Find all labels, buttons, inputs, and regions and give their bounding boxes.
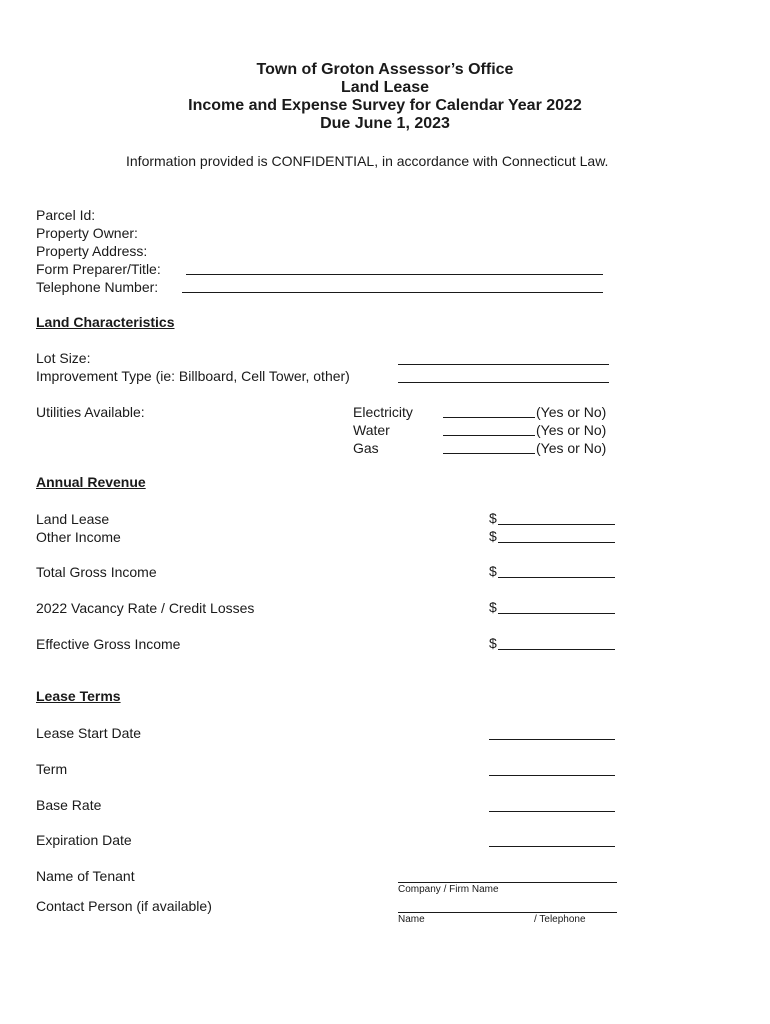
annual-revenue-heading: Annual Revenue	[36, 474, 146, 490]
confidential-notice: Information provided is CONFIDENTIAL, in accordance with Connecticut Law.	[126, 153, 609, 169]
lease-start-date-label: Lease Start Date	[36, 725, 142, 741]
total-gross-income-label: Total Gross Income	[36, 564, 157, 580]
utility-electricity-suffix: (Yes or No)	[536, 404, 607, 420]
effective-gross-currency: $	[489, 635, 497, 651]
lease-start-date-field[interactable]	[489, 739, 615, 740]
utility-gas-label: Gas	[353, 440, 379, 456]
base-rate-label: Base Rate	[36, 797, 102, 813]
contact-person-label: Contact Person (if available)	[36, 898, 212, 914]
lot-size-label: Lot Size:	[36, 350, 91, 366]
parcel-id-label: Parcel Id:	[36, 207, 96, 223]
utility-gas-field[interactable]	[443, 453, 535, 454]
improvement-type-field[interactable]	[398, 382, 609, 383]
contact-name-caption: Name	[398, 914, 425, 925]
total-gross-income-field[interactable]	[498, 577, 615, 578]
telephone-field[interactable]	[182, 292, 603, 293]
lease-terms-heading: Lease Terms	[36, 688, 121, 704]
utility-electricity-field[interactable]	[443, 417, 535, 418]
land-lease-label: Land Lease	[36, 511, 110, 527]
total-gross-currency: $	[489, 563, 497, 579]
other-income-currency: $	[489, 528, 497, 544]
contact-person-field[interactable]	[398, 912, 617, 913]
lot-size-field[interactable]	[398, 364, 609, 365]
tenant-name-label: Name of Tenant	[36, 868, 135, 884]
utility-gas-suffix: (Yes or No)	[536, 440, 607, 456]
utility-electricity-label: Electricity	[353, 404, 413, 420]
expiration-date-label: Expiration Date	[36, 832, 132, 848]
form-title-due-date: Due June 1, 2023	[320, 115, 450, 132]
form-preparer-label: Form Preparer/Title:	[36, 261, 161, 277]
form-preparer-field[interactable]	[186, 274, 603, 275]
vacancy-rate-label: 2022 Vacancy Rate / Credit Losses	[36, 600, 255, 616]
tenant-name-field[interactable]	[398, 882, 617, 883]
form-title-survey: Income and Expense Survey for Calendar Year 2022	[188, 97, 582, 114]
land-lease-field[interactable]	[498, 524, 615, 525]
base-rate-field[interactable]	[489, 811, 615, 812]
vacancy-rate-currency: $	[489, 599, 497, 615]
vacancy-rate-field[interactable]	[498, 613, 615, 614]
contact-telephone-caption: / Telephone	[534, 914, 586, 925]
telephone-label: Telephone Number:	[36, 279, 159, 295]
property-address-label: Property Address:	[36, 243, 148, 259]
tenant-caption: Company / Firm Name	[398, 884, 499, 895]
term-field[interactable]	[489, 775, 615, 776]
form-title-land-lease: Land Lease	[340, 79, 430, 96]
term-label: Term	[36, 761, 68, 777]
expiration-date-field[interactable]	[489, 846, 615, 847]
utility-water-field[interactable]	[443, 435, 535, 436]
improvement-type-label: Improvement Type (ie: Billboard, Cell Tower, other)	[36, 368, 350, 384]
effective-gross-income-label: Effective Gross Income	[36, 636, 181, 652]
utilities-label: Utilities Available:	[36, 404, 145, 420]
other-income-label: Other Income	[36, 529, 121, 545]
land-lease-currency: $	[489, 510, 497, 526]
land-characteristics-heading: Land Characteristics	[36, 314, 175, 330]
effective-gross-income-field[interactable]	[498, 649, 615, 650]
other-income-field[interactable]	[498, 542, 615, 543]
utility-water-suffix: (Yes or No)	[536, 422, 607, 438]
utility-water-label: Water	[353, 422, 390, 438]
form-title-office: Town of Groton Assessor’s Office	[256, 61, 514, 78]
property-owner-label: Property Owner:	[36, 225, 138, 241]
